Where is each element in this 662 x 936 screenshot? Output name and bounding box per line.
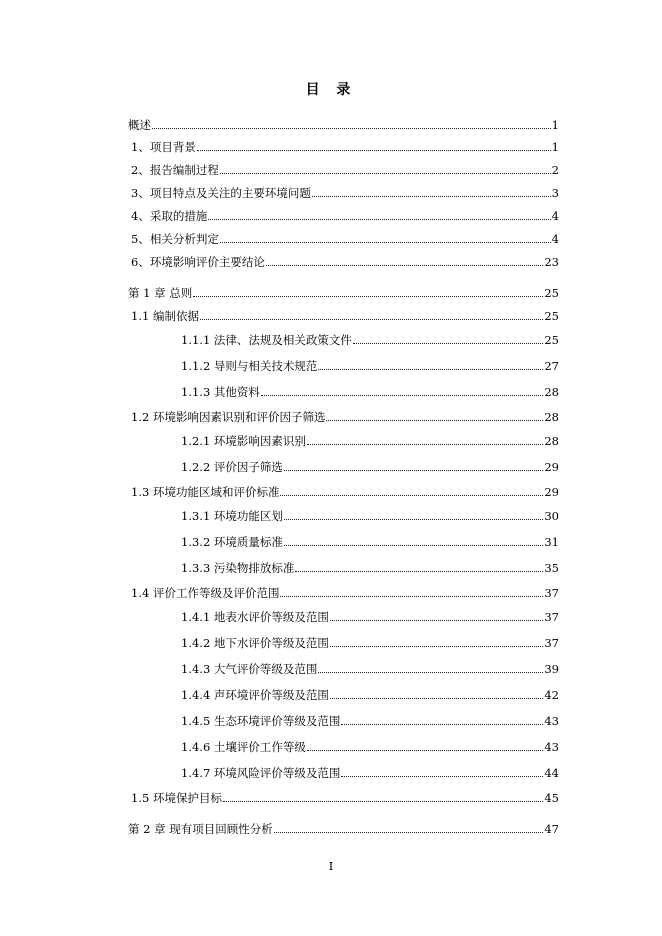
toc-entry[interactable] — [128, 406, 559, 424]
toc-entry-page: 47 — [544, 822, 559, 836]
toc-entry-label: 1.4.4 声环境评价等级及范围 — [181, 688, 329, 702]
toc-leader-dots — [341, 723, 543, 725]
toc-entry[interactable] — [128, 430, 559, 448]
toc-entry-page: 37 — [544, 586, 559, 600]
toc-entry[interactable] — [128, 355, 559, 373]
toc-entry-page: 28 — [544, 434, 559, 448]
toc-entry[interactable] — [128, 481, 559, 499]
toc-entry-page: 35 — [544, 561, 559, 575]
toc-entry-page: 28 — [544, 410, 559, 424]
toc-entry-label: 1.2.2 评价因子筛选 — [181, 460, 283, 474]
toc-entry-page: 43 — [544, 740, 559, 754]
toc-entry[interactable] — [128, 251, 559, 269]
toc-entry-page: 44 — [544, 766, 559, 780]
toc-entry-page: 29 — [544, 460, 559, 474]
toc-entry-page: 25 — [544, 333, 559, 347]
toc-leader-dots — [280, 595, 543, 597]
toc-leader-dots — [330, 697, 543, 699]
toc-entry-label: 1.2 环境影响因素识别和评价因子筛选 — [131, 410, 326, 424]
toc-entry-label: 1、项目背景 — [131, 140, 196, 154]
toc-entry[interactable] — [128, 606, 559, 624]
toc-leader-dots — [193, 295, 543, 297]
toc-leader-dots — [261, 394, 543, 396]
toc-entry-label: 5、相关分析判定 — [131, 232, 219, 246]
toc-entry-label: 1.4.2 地下水评价等级及范围 — [181, 636, 329, 650]
toc-entry-label: 概述 — [128, 118, 151, 132]
toc-leader-dots — [220, 241, 551, 243]
toc-leader-dots — [307, 749, 543, 751]
toc-entry[interactable] — [128, 582, 559, 600]
toc-entry-page: 45 — [544, 791, 559, 805]
toc-entry-page: 3 — [551, 186, 559, 200]
toc-entry-page: 28 — [544, 385, 559, 399]
toc-entry-page: 42 — [544, 688, 559, 702]
toc-entry[interactable] — [128, 329, 559, 347]
toc-entry-page: 29 — [544, 485, 559, 499]
toc-entry-label: 1.3.1 环境功能区划 — [181, 509, 283, 523]
toc-entry-page: 1 — [551, 118, 559, 132]
toc-entry-label: 第 2 章 现有项目回顾性分析 — [128, 822, 273, 836]
toc-entry-label: 1.1.1 法律、法规及相关政策文件 — [181, 333, 352, 347]
toc-leader-dots — [284, 469, 543, 471]
toc-entry[interactable] — [128, 710, 559, 728]
toc-entry-page: 1 — [551, 140, 559, 154]
toc-entry[interactable] — [128, 658, 559, 676]
toc-entry-label: 1.4.5 生态环境评价等级及范围 — [181, 714, 341, 728]
toc-entry[interactable] — [128, 557, 559, 575]
toc-entry-label: 1.1.2 导则与相关技术规范 — [181, 359, 318, 373]
toc-entry[interactable] — [128, 818, 559, 836]
toc-title: 目 录 — [305, 82, 357, 98]
toc-leader-dots — [152, 127, 551, 129]
toc-entry-page: 27 — [544, 359, 559, 373]
toc-entry-page: 37 — [544, 610, 559, 624]
toc-leader-dots — [330, 645, 543, 647]
toc-entry[interactable] — [128, 456, 559, 474]
toc-leader-dots — [326, 419, 543, 421]
toc-entry-label: 1.1.3 其他资料 — [181, 385, 260, 399]
toc-entry-label: 1.4.6 土壤评价工作等级 — [181, 740, 306, 754]
toc-entry-page: 2 — [551, 163, 559, 177]
toc-leader-dots — [274, 831, 544, 833]
toc-entry-page: 39 — [544, 662, 559, 676]
toc-entry-page: 30 — [544, 509, 559, 523]
toc-entry-label: 1.4.1 地表水评价等级及范围 — [181, 610, 329, 624]
toc-entry-label: 1.2.1 环境影响因素识别 — [181, 434, 306, 448]
toc-entry-page: 23 — [544, 255, 559, 269]
toc-leader-dots — [197, 149, 551, 151]
toc-entry[interactable] — [128, 182, 559, 200]
toc-entry-page: 43 — [544, 714, 559, 728]
toc-entry-label: 1.4 评价工作等级及评价范围 — [131, 586, 280, 600]
toc-leader-dots — [318, 368, 543, 370]
toc-entry-label: 4、采取的措施 — [131, 209, 208, 223]
toc-leader-dots — [284, 518, 543, 520]
toc-entry-page: 25 — [544, 309, 559, 323]
toc-entry-label: 3、项目特点及关注的主要环境问题 — [131, 186, 311, 200]
toc-leader-dots — [280, 494, 543, 496]
toc-entry-page: 31 — [544, 535, 559, 549]
toc-entry[interactable] — [128, 531, 559, 549]
toc-leader-dots — [223, 800, 543, 802]
toc-entry[interactable] — [128, 762, 559, 780]
toc-leader-dots — [284, 544, 543, 546]
toc-entry-label: 1.3.3 污染物排放标准 — [181, 561, 295, 575]
toc-entry-page: 4 — [551, 232, 559, 246]
toc-entry-label: 第 1 章 总则 — [128, 286, 193, 300]
toc-entry-label: 2、报告编制过程 — [131, 163, 219, 177]
toc-entry[interactable] — [128, 228, 559, 246]
toc-leader-dots — [220, 172, 551, 174]
toc-entry-label: 6、环境影响评价主要结论 — [131, 255, 265, 269]
toc-entry[interactable] — [128, 114, 559, 132]
toc-entry[interactable] — [128, 159, 559, 177]
toc-entry[interactable] — [128, 736, 559, 754]
toc-leader-dots — [312, 195, 551, 197]
toc-entry[interactable] — [128, 381, 559, 399]
toc-entry[interactable] — [128, 505, 559, 523]
toc-entry-page: 25 — [544, 286, 559, 300]
toc-entry-label: 1.3 环境功能区域和评价标准 — [131, 485, 280, 499]
toc-entry-label: 1.5 环境保护目标 — [131, 791, 222, 805]
toc-leader-dots — [208, 218, 550, 220]
toc-leader-dots — [341, 775, 543, 777]
toc-entry-page: 4 — [551, 209, 559, 223]
toc-leader-dots — [330, 619, 543, 621]
toc-entry-page: 37 — [544, 636, 559, 650]
toc-entry-label: 1.3.2 环境质量标准 — [181, 535, 283, 549]
toc-leader-dots — [353, 342, 543, 344]
toc-leader-dots — [295, 570, 543, 572]
toc-entry-label: 1.1 编制依据 — [131, 309, 199, 323]
toc-entry[interactable] — [128, 787, 559, 805]
page-number: I — [328, 859, 334, 873]
toc-leader-dots — [318, 671, 543, 673]
toc-leader-dots — [266, 264, 544, 266]
toc-entry[interactable] — [128, 282, 559, 300]
toc-leader-dots — [200, 318, 543, 320]
toc-entry[interactable] — [128, 684, 559, 702]
toc-entry[interactable] — [128, 305, 559, 323]
toc-leader-dots — [307, 443, 543, 445]
toc-entry[interactable] — [128, 205, 559, 223]
toc-entry[interactable] — [128, 136, 559, 154]
toc-entry-label: 1.4.7 环境风险评价等级及范围 — [181, 766, 341, 780]
toc-entry-label: 1.4.3 大气评价等级及范围 — [181, 662, 318, 676]
toc-entry[interactable] — [128, 632, 559, 650]
